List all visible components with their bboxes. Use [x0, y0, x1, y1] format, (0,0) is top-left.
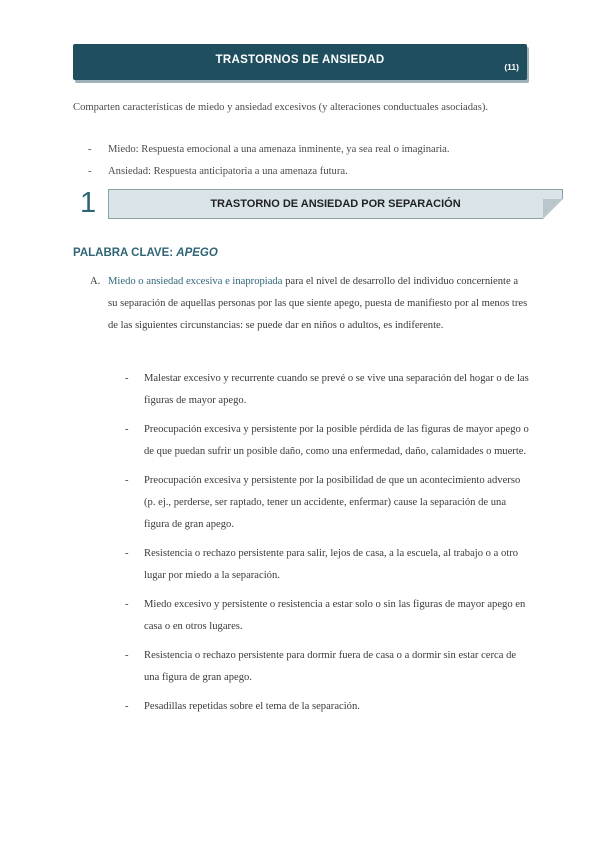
- page-title: TRASTORNOS DE ANSIEDAD: [215, 54, 385, 66]
- criterion-text: Miedo excesivo y persistente o resistencia a estar solo o sin las figuras de mayor apego en casa o en otros lugares.: [144, 599, 526, 632]
- list-item-text: Ansiedad: Respuesta anticipatoria a una amenaza futura.: [108, 165, 348, 177]
- list-item: [125, 645, 530, 689]
- criterion-text: Malestar excesivo y recurrente cuando se prevé o se vive una separación del hogar o de las figuras de mayor apego.: [144, 373, 529, 406]
- list-item: [125, 594, 530, 638]
- criterion-letter: A.: [90, 276, 101, 287]
- folded-corner-icon: [543, 199, 563, 219]
- dash-bullet: -: [125, 701, 129, 712]
- keyword-value: APEGO: [176, 247, 218, 259]
- criterion-text: Preocupación excesiva y persistente por la posible pérdida de las figuras de mayor apego o de que puedan sufrir un posible daño, como una enfermedad, daño, calamidades o muerte.: [144, 424, 529, 457]
- dash-bullet: -: [88, 144, 92, 155]
- section-title-box: [108, 189, 563, 219]
- criterion-a-rest: para el nivel de desarrollo del individuo concerniente a su separación de aquellas personas por las que siente apego, puesta de manifiesto por al menos tres de las siguientes circunstancias: se puede dar en niños o adultos, es indiferente.: [108, 276, 528, 331]
- page-number: (11): [504, 62, 519, 72]
- dash-bullet: -: [125, 373, 129, 384]
- dash-bullet: -: [88, 165, 92, 177]
- criterion-a-highlight: Miedo o ansiedad excesiva e inapropiada: [108, 276, 283, 287]
- dash-bullet: -: [125, 424, 129, 435]
- criterion-text: Resistencia o rechazo persistente para salir, lejos de casa, a la escuela, al trabajo o a otro lugar por miedo a la separación.: [144, 548, 519, 581]
- section-title: TRASTORNO DE ANSIEDAD POR SEPARACIÓN: [210, 198, 461, 210]
- criterion-text: Resistencia o rechazo persistente para dormir fuera de casa o a dormir sin estar cerca de una figura de gran apego.: [144, 650, 517, 683]
- list-item: [125, 543, 530, 587]
- criterion-a: [90, 271, 530, 337]
- criterion-a-text: [108, 271, 530, 337]
- section-number: 1: [80, 187, 97, 219]
- criterion-text: Pesadillas repetidas sobre el tema de la separación.: [144, 701, 360, 712]
- list-item: [125, 368, 530, 412]
- dash-bullet: -: [125, 475, 129, 486]
- dash-bullet: -: [125, 650, 129, 661]
- page-header-bar: [73, 44, 527, 80]
- list-item: [88, 139, 528, 161]
- list-item: [88, 161, 528, 183]
- keyword-label: PALABRA CLAVE:: [73, 247, 177, 259]
- list-item-text: Miedo: Respuesta emocional a una amenaza inminente, ya sea real o imaginaria.: [108, 144, 450, 155]
- criteria-list: [125, 368, 530, 725]
- list-item: [125, 470, 530, 536]
- criterion-text: Preocupación excesiva y persistente por la posibilidad de que un acontecimiento adverso (p. ej., perderse, ser raptado, tener un accidente, enfermar) cause la separación de una figura de gran apego.: [144, 475, 521, 530]
- intro-paragraph: Comparten características de miedo y ansiedad excesivos (y alteraciones conductuales asociadas).: [73, 102, 489, 113]
- list-item: [125, 419, 530, 463]
- dash-bullet: -: [125, 548, 129, 559]
- list-item: [125, 696, 530, 718]
- keyword-line: [73, 247, 218, 259]
- intro-list: [88, 139, 528, 182]
- dash-bullet: -: [125, 599, 129, 610]
